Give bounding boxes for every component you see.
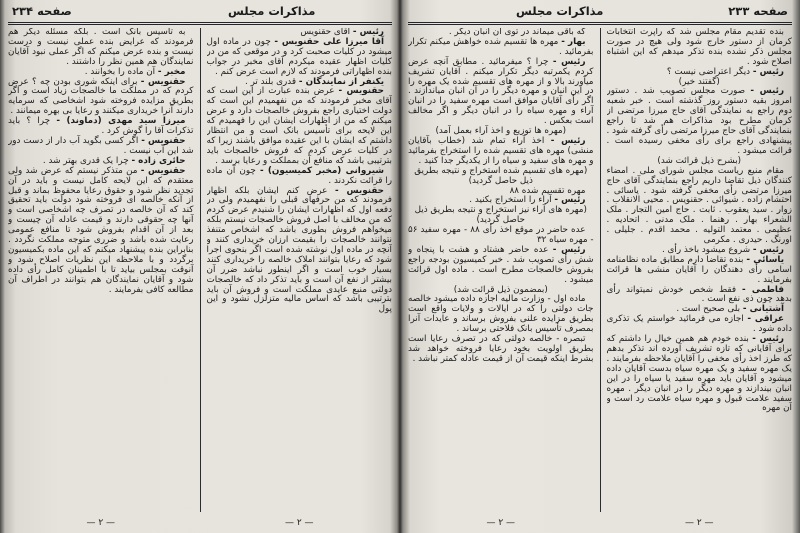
page-number: صفحه ۲۳۴	[12, 4, 72, 18]
paragraph-text: مهره تقسیم شده ۸۸	[509, 185, 586, 196]
speech-paragraph	[408, 137, 594, 167]
paragraph-text: که باقی میماند در توی آن انبان دیگر .	[448, 28, 586, 37]
column-text	[607, 28, 793, 515]
column-first	[207, 28, 393, 531]
paragraph-text: صورت مجلس تصویب شد . دستور امروز بقیه دستور روز گذشته است . خبر شعبه دوم راجع به نمایندگی آقای حاج میرزا مرتضی از کرمان مطرح بود مذاکرات هم شد تا راجع بنمایندگی آقای حاج میرزا مرتضی رأی گرفته شود . پیشنهادی راجع برای رأی مخفی رسیده است . قرائت میشود .	[606, 86, 792, 156]
column-footer: — ۲ —	[284, 518, 314, 528]
speech-paragraph	[607, 315, 793, 335]
speech-paragraph	[607, 335, 793, 414]
paragraph-text: چرا یک قدری بهتر شد .	[42, 155, 129, 166]
text-columns	[408, 28, 792, 531]
speaker-name: حائری زاده -	[131, 155, 186, 166]
speaker-name: حقنویس -	[140, 165, 186, 176]
speaker-name: یاسائی -	[746, 254, 784, 265]
speaker-name: رئیس -	[554, 195, 586, 206]
column-first	[607, 28, 793, 531]
text-paragraph	[408, 226, 594, 246]
text-paragraph	[607, 28, 793, 68]
speech-paragraph	[607, 87, 793, 156]
speech-paragraph	[207, 38, 393, 78]
speaker-name: یکنفر از نمایندگان -	[298, 76, 384, 87]
paragraph-text: اجازه می فرمائید خواستم یک تذکری داده شود .	[606, 314, 792, 335]
column-text	[207, 28, 393, 515]
speaker-name: رئیس -	[552, 244, 586, 255]
speech-paragraph	[607, 256, 793, 286]
paragraph-text: بلی صحیح است .	[676, 304, 741, 315]
speaker-name: رئیس -	[752, 66, 784, 77]
speaker-name: رئیس -	[552, 56, 586, 67]
speech-paragraph	[408, 246, 594, 286]
paragraph-text: چون آن ماده را قرائت نکردند .	[206, 165, 392, 186]
text-paragraph	[607, 167, 793, 246]
procedural-note: (گفتند خیر)	[678, 76, 720, 87]
paragraph-text: قدری بلند تر .	[244, 76, 297, 87]
speaker-name: رئیس -	[550, 135, 586, 146]
procedural-note: (مهره های آراء نیز استخراج و نتیجه بطریق ذیل حاصل گردید)	[414, 205, 587, 226]
paragraph-text: برای اینکه شوری بودن چه ؟ عرض کردم که در مملکت ما خالصجات زیاد است و اگر بطریق مزایده فروخته شود اشخاصی که سرمایه دارند آنرا خریداری میکنند و رعایا بی بهره میمانند .	[8, 76, 194, 117]
page-header	[8, 0, 392, 25]
column-second	[408, 28, 594, 531]
procedural-note: (مهره های تقسیم شده استخراج و نتیجه بطریق ذیل حاصل گردید)	[414, 165, 588, 186]
speaker-name: رئیس -	[750, 86, 785, 97]
speaker-name: آقا میرزا علی حقنویس -	[274, 36, 384, 47]
speaker-name: حقنویس -	[140, 76, 186, 87]
speech-paragraph	[207, 187, 393, 316]
paragraph-text: چرا ؟ باید تذکرات آقا را گوش کرد .	[8, 116, 194, 137]
speech-paragraph	[408, 38, 594, 58]
text-paragraph	[408, 335, 594, 365]
speech-paragraph	[207, 87, 393, 166]
paragraph-text: عرض کنم ایشان بلکه اظهار فرمودند که من حرفهای قبلی را نفهمیدم ولی در دفعه اول که اظهارات ایشان را شنیدم عرض کردم که من مخالف با اصل فروش خالصجات نیستم بلکه میخواهم فروش بطوری باشد که اشخاص متنفذ نتوانند خالصجات را بقیمت ارزان خریداری کنند و آنچه در ماده اول نوشته شده است اگر بنحوی اجرا شود که رعایا بتوانند املاک خالصه را خریداری کنند بسیار خوب است و اگر اینطور نباشد ضرر آن بیشتر از نفع آن است و باید تذکر داد که خالصجات دولتی منبع عایدی مملکت است و فروش آن باید بترتیبی باشد که اساس مالیه متزلزل نشود و این پول	[206, 185, 392, 315]
paragraph-text: فقط شخص خودش نمیتواند رأی بدهد چون ذی نفع است .	[606, 284, 792, 305]
paragraph-text: چرا ؟ میفرمائید . مطابق آنچه عرض کردم یکمرتبه دیگر تکرار میکنم . آقایان تشریف میآورند بالا و از مهره های تقسیم شده یک مهره را در این انبان و مهره دیگر را در آن انبان میاندازند . اگر رأی آقایان موافق است مهره سفید را در انبان آراء و مهره سیاه را در انبان دیگر و اگر مخالف است بعکس .	[408, 56, 594, 127]
running-title: مذاکرات مجلس	[228, 4, 316, 18]
speaker-name: حقنویس -	[338, 86, 384, 97]
paragraph-text: بنده تقاضا دارم مطابق ماده نظامنامه اسامی رأی دهندگان را آقایان منشی ها قرائت بفرمایند .	[606, 254, 792, 285]
speech-paragraph	[8, 117, 194, 137]
text-paragraph	[408, 295, 594, 335]
paragraph-text: چون در ماده اول میشود در کلیات صحبت کرد و در موقعی که من در کلیات اظهار عقیده میکردم آقای مخبر در جواب بنده اظهاراتی فرمودند که لازم است عرض کنم .	[206, 36, 392, 77]
paragraph-text: عده حاضر در موقع اخذ رأی ۸۸ - مهره سفید ۵۶ - مهره سیاه ۳۲	[408, 225, 594, 246]
paragraph-text: آراء را استخراج بکنید .	[469, 195, 552, 206]
page-233	[400, 0, 800, 533]
paragraph-text: مهره ها تقسیم شده خواهش میکنم تکرار بفرمائید .	[408, 36, 594, 57]
running-title: مذاکرات مجلس	[516, 4, 604, 18]
column-divider	[200, 28, 201, 512]
speaker-name: شیروانی (مخبر کمیسیون) -	[259, 165, 385, 176]
page-header	[408, 0, 792, 25]
column-text	[408, 28, 594, 515]
speech-paragraph	[607, 286, 793, 306]
column-text	[8, 28, 194, 515]
paragraph-text: من متذکر نیستم که عرض شد ولی معتقدم که این لایحه کامل نیست و باید در آن تجدید نظر شود و حقوق رعایا محفوظ بماند و قبل از آنکه خالصه ای فروخته شود دولت باید تحقیق کند که آن خالصه در تصرف چه اشخاصی است و آنها چه حقوقی دارند و قیمت عادله آن چیست و بعد از آن اقدام بفروش شود تا منافع عمومی رعایت شده باشد و ضرری متوجه مملکت نگردد . بنابراین بنده پیشنهاد میکنم که این ماده بکمیسیون برگردد و با ملاحظه این نظریات اصلاح شود و آنوقت بمجلس بیاید تا با اطمینان کامل رأی داده شود و آقایان نمایندگان هم بتوانند در اطراف آن مطالعه کافی بفرمایند .	[8, 165, 194, 295]
paragraph-text: تبصره - خالصه دولتی که در تصرف رعایا است بطریق اولویت بخود رعایا فروخته خواهد شد بشرط اینکه قیمت آن از قیمت عادله کمتر نباشد .	[408, 334, 594, 364]
speaker-name: رئیس -	[352, 28, 384, 37]
speaker-name: رئیس -	[752, 334, 784, 345]
paragraph-text: بنده تقدیم مقام مجلس شد که راپرت انتخابات کرمان از دستور خارج شود ولی هیچ در صورت مجلس ذکر نشده بنده تذکر میدهم که این اشتباه اصلاح شود .	[606, 28, 792, 67]
speech-paragraph	[8, 78, 194, 118]
speaker-name: بهار -	[561, 36, 586, 47]
paragraph-text: به تأسیس بانک است . بلکه مسئله دیگر هم فرمودند که عرایض بنده عملی نیست و درست نیست و بنده عرض میکنم که اگر عملی نبود آقایان نمایندگان هم همین نظر را داشتند .	[8, 28, 194, 67]
paragraph-text: بنده خودم هم همین خیال را داشتم که برای آقایانی که تازه تشریف آورده اند تذکر بدهم که طرز اخذ رأی مخفی را آقایان ملاحظه بفرمایند . یک مهره سفید و یک مهره سیاه بدست آقایان داده میشود و آقایان باید مهره سفید یا سیاه را در این انبان بیندازند و مهره دیگر را در انبان دیگر . مهره سفید علامت قبول و مهره سیاه علامت رد است و آن مهره	[606, 334, 792, 414]
speaker-name: حقنویس -	[335, 185, 384, 196]
speech-paragraph	[408, 58, 594, 127]
paragraph-text: آن ماده را بخوانند .	[84, 66, 156, 77]
paragraph-text: ماده اول - وزارت مالیه اجازه داده میشود خالصه جات دولتی را که در ایالات و ولایات واقع است بطریق مزایده علنی بفروش برساند و عایدات آنرا بمصرف تأسیس بانک فلاحتی برساند .	[408, 294, 594, 335]
column-second	[8, 28, 194, 531]
column-footer: — ۲ —	[86, 518, 116, 528]
paragraph-text: عرض بنده عبارت از این است که آقای مخبر فرمودند که من نفهمیدم این است که دولت اختیاری راجع بفروش خالصجات دارد و عرض میکنم که من از اظهارات ایشان این را فهمیدم که این لایحه برای تأسیس بانک است و من انتظار داشتم که ایشان با این عقیده موافق باشند زیرا که در کلیات عرض کردم که فروش خالصجات باید بترتیبی باشد که منافع آن بمملکت و رعایا برسد .	[206, 86, 392, 166]
speaker-name: رئیس -	[752, 244, 784, 255]
paragraph-text: شروع میشود باخذ رأی .	[661, 244, 751, 255]
speaker-name: میرزا سید مهدی (دماوند) -	[56, 116, 186, 127]
paragraph-text: اخذ آراء تمام شد (خطاب بآقایان منشی) مهره های تقسیم شده را استخراج بفرمائید و مهره های سفید و سیاه را از یکدیگر جدا کنید .	[408, 135, 594, 166]
speaker-name: فاطمی -	[742, 284, 784, 295]
speaker-name: آشتیانی -	[742, 304, 784, 315]
procedural-note: (بمضمون ذیل قرائت شد)	[453, 284, 548, 295]
paragraph-text: مقام منیع ریاست مجلس شورای ملی . امضاء کنندگان ذیل تقاضا داریم راجع بنمایندگی آقای حاج میرزا مرتضی رأی مخفی گرفته شود . یاسائی . احتشام زاده . شیوائی . حقنویس . محیی الانقلاب . زوار . سید یعقوب . ثابت . حاج امین التجار . ملک الشعراء بهار . رهنما . ملک مدنی . اتحادیه . عظیمی . معتمد التولیه . محمد اقدم . جلیلی . اورنگ . حیدری . مکرمی	[606, 165, 792, 246]
procedural-note: (بشرح ذیل قرائت شد)	[657, 155, 742, 166]
paragraph-text: دیگر اعتراضی نیست ؟	[666, 66, 751, 77]
text-paragraph	[8, 28, 194, 68]
column-divider	[600, 28, 601, 512]
speech-paragraph	[8, 137, 194, 157]
column-footer: — ۲ —	[684, 518, 714, 528]
paragraph-text: آقای حقنویس	[300, 28, 351, 37]
column-footer: — ۲ —	[486, 518, 516, 528]
paragraph-text: عده حاضر هشتاد و هشت با پنجاه و شش رأی تصویب شد . خبر کمیسیون بودجه راجع بفروش خالصجات مطرح است . ماده اول قرائت میشود .	[408, 244, 594, 285]
procedural-note: (مهره ها توزیع و اخذ آراء بعمل آمد)	[435, 126, 567, 137]
text-columns	[8, 28, 392, 531]
page-number: صفحه ۲۳۳	[728, 4, 788, 18]
speaker-name: مخبر -	[157, 66, 186, 77]
speech-paragraph	[207, 167, 393, 187]
paragraph-text: اگر کسی بگوید آب دار از دست دور شد این آب نیست .	[8, 135, 194, 156]
speaker-name: عراقی -	[747, 314, 784, 325]
speech-paragraph	[8, 167, 194, 296]
speaker-name: حقنویس -	[141, 135, 186, 146]
